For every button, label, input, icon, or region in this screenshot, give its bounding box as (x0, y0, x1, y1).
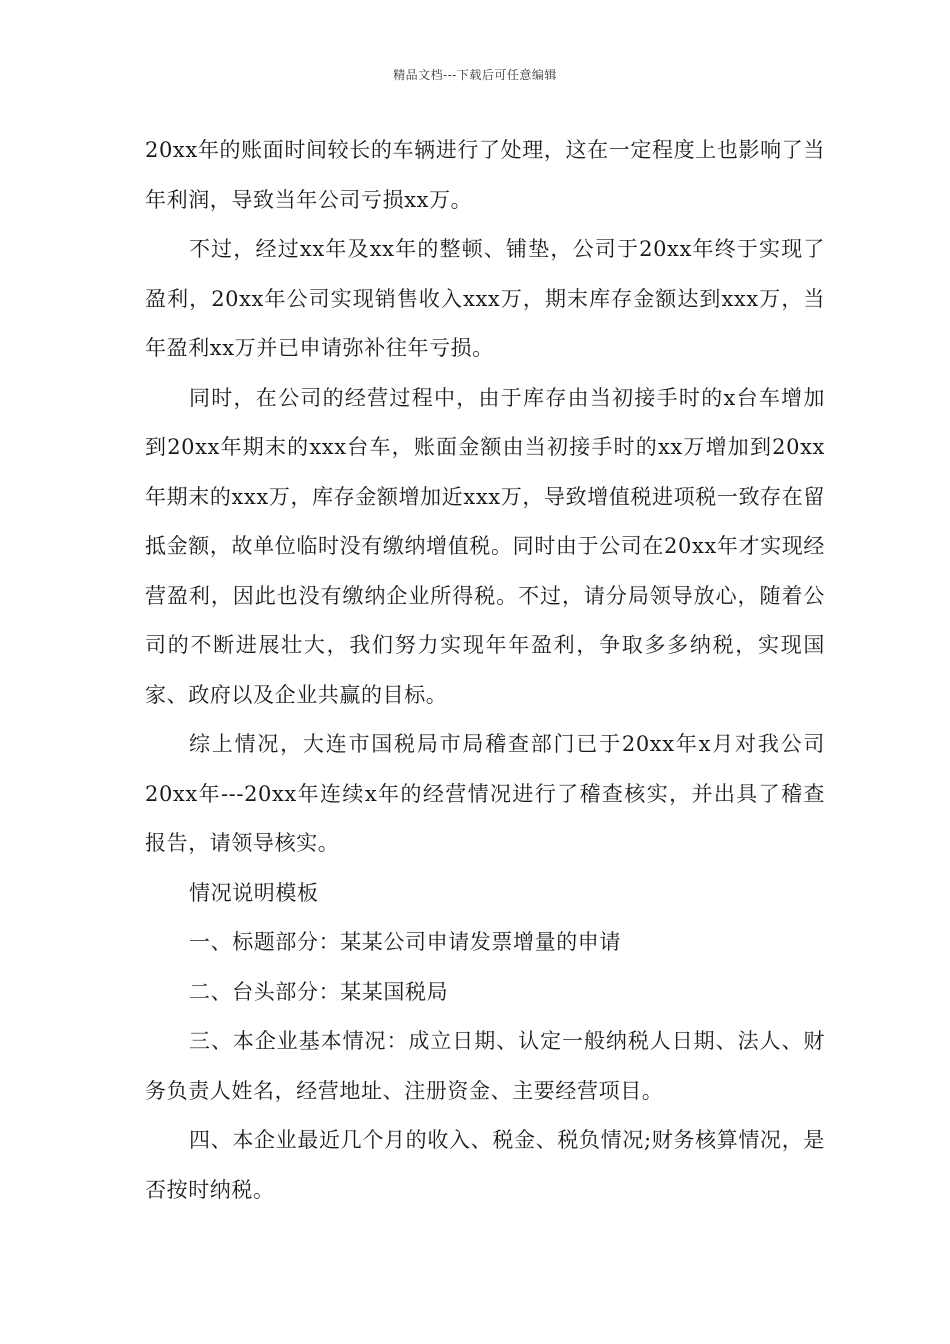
section-title: 情况说明模板 (189, 880, 319, 905)
list-item-header-part: 二、台头部分：某某国税局 (189, 979, 449, 1004)
paragraph-audit: 综上情况，大连市国税局市局稽查部门已于20xx年x月对我公司20xx年---20xx年连续x年的经营情况进行了稽查核实，并出具了稽查报告，请领导核实。 (145, 732, 825, 855)
paragraph-continuation: 20xx年的账面时间较长的车辆进行了处理，这在一定程度上也影响了当年利润，导致当年公司亏损xx万。 (145, 138, 825, 212)
paragraph-tax-status: 同时，在公司的经营过程中，由于库存由当初接手时的x台车增加到20xx年期末的xxx台车，账面金额由当初接手时的xx万增加到20xx年期末的xxx万，库存金额增加近xxx万，导致增值税进项税一致存在留抵金额，故单位临时没有缴纳增值税。同时由于公司在20xx年才实现经营盈利，因此也没有缴纳企业所得税。不过，请分局领导放心，随着公司的不断进展壮大，我们努力实现年年盈利，争取多多纳税，实现国家、政府以及企业共赢的目标。 (145, 385, 825, 707)
list-item-title-part: 一、标题部分：某某公司申请发票增量的申请 (189, 930, 621, 954)
paragraph-profit: 不过，经过xx年及xx年的整顿、铺垫，公司于20xx年终于实现了盈利，20xx年公司实现销售收入xxx万，期末库存金额达到xxx万，当年盈利xx万并已申请弥补往年亏损。 (145, 237, 825, 360)
list-item-company-info: 三、本企业基本情况：成立日期、认定一般纳税人日期、法人、财务负责人姓名，经营地址、注册资金、主要经营项目。 (145, 1029, 825, 1103)
list-item-tax-info: 四、本企业最近几个月的收入、税金、税负情况;财务核算情况，是否按时纳税。 (145, 1128, 825, 1202)
header-note: 精品文档---下载后可任意编辑 (393, 68, 557, 82)
document-body (145, 126, 825, 1215)
